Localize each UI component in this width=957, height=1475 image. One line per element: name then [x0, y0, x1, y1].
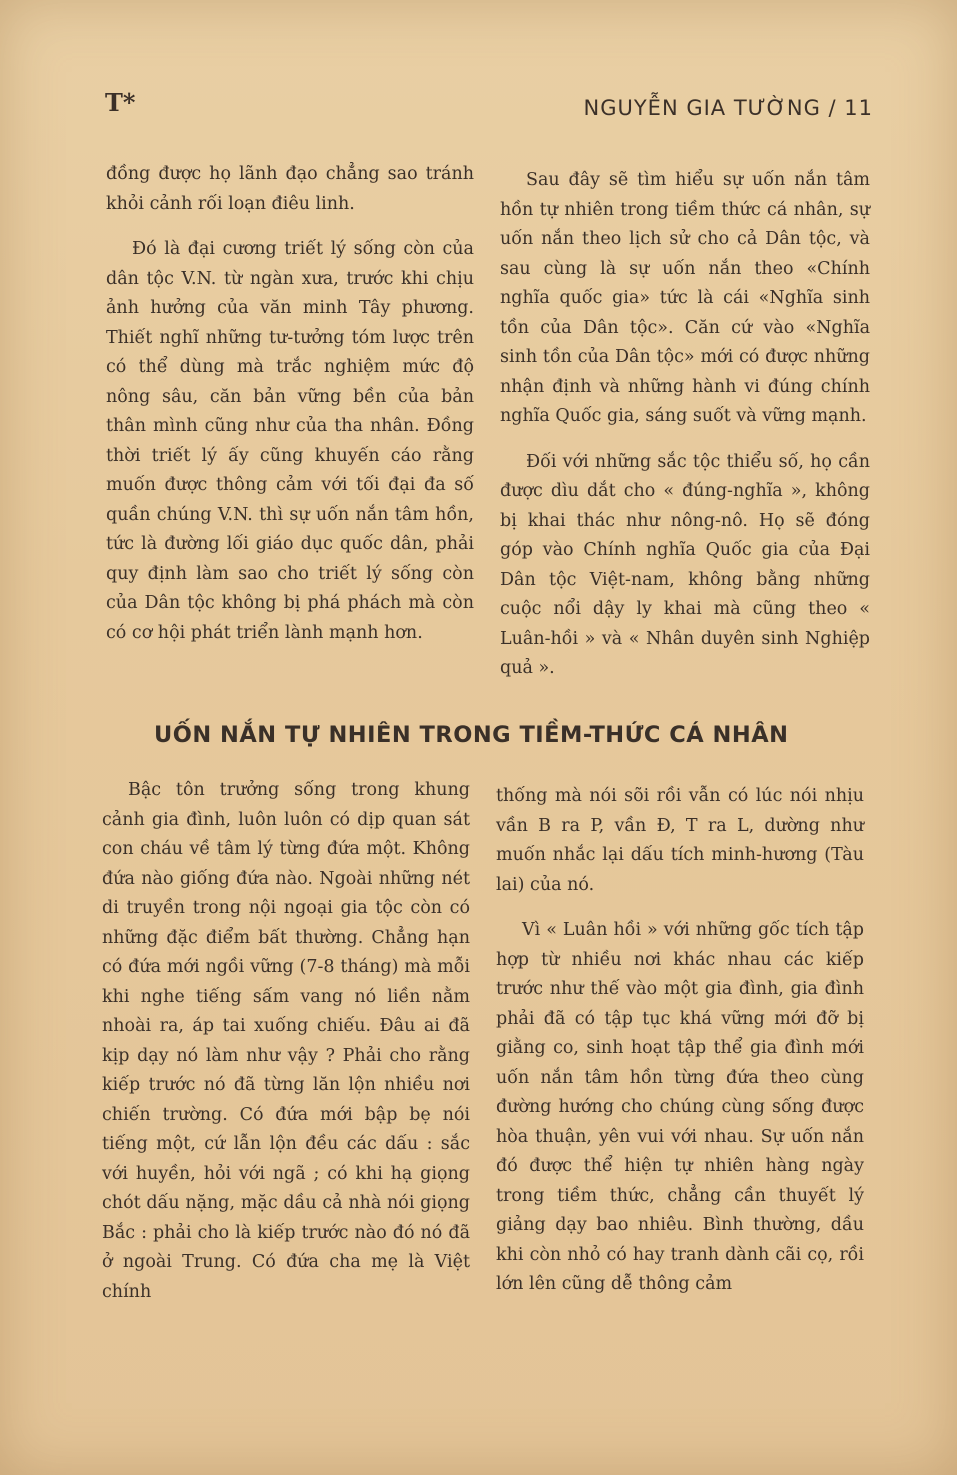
- paragraph: Vì « Luân hồi » với những gốc tích tập hợp từ nhiều nơi khác nhau các kiếp trước như thế vào một gia đình, gia đình phải đã có tập tục khá vững mới đỡ bị giằng co, sinh hoạt tập thể gia đình mới uốn nắn tâm hồn từng đứa theo cùng đường hướng cho chúng cùng sống được hòa thuận, yên vui với nhau. Sự uốn nắn đó được thể hiện tự nhiên hàng ngày trong tiềm thức, chẳng cần thuyết lý giảng dạy bao nhiêu. Bình thường, dầu khi còn nhỏ có hay tranh dành cãi cọ, rồi lớn lên cũng dễ thông cảm: [496, 920, 864, 1294]
- section-heading: UỐN NẮN TỰ NHIÊN TRONG TIỀM-THỨC CÁ NHÂN: [154, 722, 789, 748]
- lower-right-column: [496, 782, 864, 1300]
- paragraph: Sau đây sẽ tìm hiểu sự uốn nắn tâm hồn tự nhiên trong tiềm thức cá nhân, sự uốn nắn theo lịch sử cho cả Dân tộc, và sau cùng là sự uốn nắn theo «Chính nghĩa quốc gia» tức là cái «Nghĩa sinh tồn của Dân tộc». Căn cứ vào «Nghĩa sinh tồn của Dân tộc» mới có được những nhận định và những hành vi đúng chính nghĩa Quốc gia, sáng suốt và vững mạnh.: [500, 170, 870, 426]
- paragraph: Đối với những sắc tộc thiểu số, họ cần được dìu dắt cho « đúng-nghĩa », không bị khai thác như nông-nô. Họ sẽ đóng góp vào Chính nghĩa Quốc gia của Đại Dân tộc Việt-nam, không bằng những cuộc nổi dậy ly khai mà cũng theo « Luân-hồi » và « Nhân duyên sinh Nghiệp quả ».: [500, 451, 870, 678]
- lower-left-column: [102, 776, 470, 1307]
- corner-mark: T*: [105, 88, 136, 117]
- paragraph: đồng được họ lãnh đạo chẳng sao tránh khỏi cảnh rối loạn điêu linh.: [106, 164, 474, 214]
- paragraph: thống mà nói sõi rồi vẫn có lúc nói nhịu vần B ra P, vần Đ, T ra L, dường như muốn nhắc lại dấu tích minh-hương (Tàu lai) của nó.: [496, 786, 864, 895]
- upper-right-column: [500, 166, 870, 684]
- upper-left-column: [106, 160, 474, 648]
- paragraph: Đó là đại cương triết lý sống còn của dân tộc V.N. từ ngàn xưa, trước khi chịu ảnh hưởng của văn minh Tây phương. Thiết nghĩ những tư-tưởng tóm lược trên có thể dùng mà trắc nghiệm mức độ nông sâu, căn bản vững bền của bản thân mình cũng như của tha nhân. Đồng thời triết lý ấy cũng khuyến cáo rằng muốn được thông cảm với tối đại đa số quần chúng V.N. thì sự uốn nắn tâm hồn, tức là đường lối giáo dục quốc dân, phải quy định làm sao cho triết lý sống còn của Dân tộc không bị phá phách mà còn có cơ hội phát triển lành mạnh hơn.: [106, 239, 474, 643]
- paragraph: Bậc tôn trưởng sống trong khung cảnh gia đình, luôn luôn có dịp quan sát con cháu về tâm lý từng đứa một. Không đứa nào giống đứa nào. Ngoài những nét di truyền trong nội ngoại gia tộc còn có những đặc điểm bất thường. Chẳng hạn có đứa mới ngồi vững (7-8 tháng) mà mỗi khi nghe tiếng sấm vang nó liền nằm nhoài ra, áp tai xuống chiếu. Đâu ai đã kịp dạy nó làm như vậy ? Phải cho rằng kiếp trước nó đã từng lăn lộn nhiều nơi chiến trường. Có đứa mới bập bẹ nói tiếng một, cứ lẫn lộn đều các dấu : sắc với huyền, hỏi với ngã ; có khi hạ giọng chót dấu nặng, mặc dầu cả nhà nói giọng Bắc : phải cho là kiếp trước nào đó nó đã ở ngoài Trung. Có đứa cha mẹ là Việt chính: [102, 780, 470, 1302]
- running-head: NGUYỄN GIA TƯỜNG / 11: [583, 96, 873, 120]
